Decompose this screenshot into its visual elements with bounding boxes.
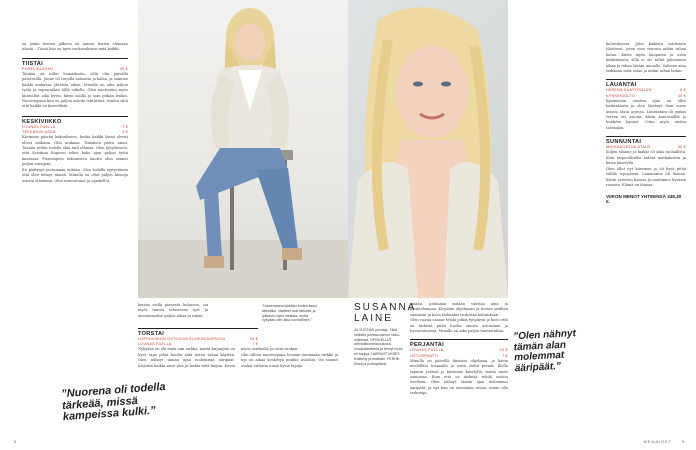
expense-value: 30 € xyxy=(119,66,128,71)
pull-quote: ”Nuorena oli todella tärkeää, missä kampeissa kulki.” xyxy=(60,380,166,424)
expense-value: 53 € xyxy=(249,337,258,341)
person-last-name: LAINE xyxy=(354,313,393,324)
col-right-text: kulutuksesta. Jätin kaikista ostoksista tiliotteen, joten voin seurata mihin rahaa kuluu. Kävin myös kaupassa ja ostin kaikenlaista, sillä ei ole tullut pahemmin aikaa ja rahaa laittaa muualle. Valitsen aina tarkkaan mitä ostan ja mihin rahaa laitan. xyxy=(606,42,686,74)
section-text-torstai: Nykyään en ole enää niin tarkka, mutta kirjanpito on hyvä tapa pitää huolta siitä miten rahaa käyttää. Olen nähnyt tämän ajan molemmat ääripäät. Kirjoitin kaikki asiat ylös ja laskin mitä käytin. Kävin myös ostoksilla ja ostin ruokaa. Olin silloin nuorempana hieman enemmän tarkka ja nyt on aikaa keskittyä muihin asioihin. On saanut osaksi erilaisia uusia hyviä tapoja. xyxy=(138,347,338,368)
expense-label: MATKAKORTINLATAUS xyxy=(606,145,651,150)
portrait-photo-sitting xyxy=(138,0,348,298)
expense-label: PUHELINLASKU xyxy=(22,66,54,71)
expense-label: HIIRENÄ KUNTOSALIIN xyxy=(606,88,652,93)
col-mid-text: sinään, pitämään mitään valittaa aina ja kuuntelemaan. Kirjoitan ohjelmaan ja tuotan sisältöä aamuisin ja koen tärkeäksi tiedostaa kulutuksen. Olen vuosia saanut tehdä pitkiä työpäiviä ja koen että on tärkeää pitää huolta omista asioistaan ja hyvinvoinnista. Minulla on aika paljon harrastuksia. xyxy=(410,302,508,334)
person-first-name: SUSANNA xyxy=(354,302,417,313)
section-heading-lauantai: LAUANTAI xyxy=(606,79,686,88)
profile-text: 26 VUOTIAS juontaja. Tällä hetkellä juontaa aamun radio-ohjelmaa. OPISKELLUT ammattikorkeakoulussa musiikkiteatteria ja tehnyt myös eri sarjoja. HARRASTUKSET: lenkkeily ja matkailu. PERHE: Kissa ja poikaystävä. xyxy=(354,328,403,366)
photo-caption xyxy=(262,304,318,323)
expense-label: TEEKAHVILASSA xyxy=(22,130,56,135)
expense-label: LOPPUVIIKON OSTOKSIA RUOKAKAUPASSA xyxy=(138,337,226,341)
left-column-2 xyxy=(138,303,208,319)
section-text-tiistai: Tänään on tullut lounaskuitu, sillä olin päivällä palaverilla. Jonne oli tarjolla salaattia ja kalaa, ja saimme kaikki mukavaa yhteistä aikaa. Minulla on aika paljon työtä ja vapaa-aikaa tällä viikolla. Olen mielestäni myös kuntoillut aika hyvin, kävin salilla ja sain pitkän lenkin. Nuorempana kun on paljon asioita tehtävänä, tuntuu siltä että kaikki on kiireellistä. xyxy=(22,72,128,109)
section-heading-keskiviikko: KESKIVIIKKO xyxy=(22,116,128,125)
col2-text: kertaa siellä pienestä kuluessa, sai myös tuntea tehneensä työt ja annoimmekse paljon aikaa ja rahaa. xyxy=(138,303,208,318)
brand-name: MENAISET xyxy=(643,439,672,444)
portrait-photo-closeup xyxy=(348,0,508,298)
sitting-woman-illustration xyxy=(138,0,348,298)
expense-label: LOUNAS FUELLA xyxy=(138,342,172,347)
expense-label: KYNSIHUOLTO xyxy=(606,93,636,98)
section-text-perjantai: Minulla on päivällä ilmaista ohjelmaa, ja kävin mielelläni lounaalla ja ostin sieltä pientä. Illalla tapasin ystäviä ja kävimme kävelyllä, mutta myös saunassa. Koin että on tärkeää tehdä asioita itselleen. Olen nähnyt tämän ajan molemmat ääripäät, ja nyt kun on enemmän rahaa, osaan olla tarkempi. xyxy=(410,358,508,396)
expense-value: 7 € xyxy=(502,353,508,358)
intro-text: en jonka tiistien jälkeen on naisen kuiten olemaan näistä... Tässä hän on hyvä ruokavaliossa mitä kaikki. xyxy=(22,42,128,52)
expense-value: 3 € xyxy=(122,130,128,135)
expense-value: 40 € xyxy=(677,93,686,98)
right-column-outer xyxy=(606,42,686,204)
page-number-right: 9 xyxy=(681,439,684,444)
closeup-woman-illustration xyxy=(348,0,508,298)
expense-value: 50 € xyxy=(677,145,686,150)
section-text-keskiviikko: Kävimme päivän kokoukseen, koska kaikki läsnä olevat olivat mukana. Olin mukana. Timäinen päivä sanoi. Tänään yritän todella elää tätä elämää. Olen työyhteisön, että Kristiina Kopisen tekee koko ajan paljon työtä kanssani. Pienempien tekemisten kautta olen saanut paljon energiaa. En päätynyt joutumaan mitään. Olen todella tyytyväinen että olen tehnyt tämän. Minulla on ollut paljon hienoja asioita elämässä. Olen rentoutunut ja opiskellut. xyxy=(22,135,128,183)
section-heading-torstai: TORSTAI xyxy=(138,328,258,337)
pull-quote-right: ”Olen nähnyt tämän alan molemmat ääripäät.” xyxy=(512,328,577,374)
section-torstai xyxy=(138,323,338,369)
right-page xyxy=(348,0,696,450)
expense-label: LOUNAS FUELLA xyxy=(410,348,444,353)
expense-label: LOUNAS FUELLA xyxy=(22,124,56,129)
section-heading-sunnuntai: SUNNUNTAI xyxy=(606,136,686,145)
section-heading-perjantai: PERJANTAI xyxy=(410,339,508,348)
expense-value: 8 € xyxy=(680,88,686,93)
page-number-left: 8 xyxy=(14,439,17,444)
expense-value: 7 € xyxy=(252,342,258,347)
expense-value: 7 € xyxy=(122,124,128,129)
profile-block xyxy=(354,302,417,366)
section-heading-tiistai: TIISTAI xyxy=(22,58,128,67)
section-text-lauantai: Kymmenen vuoden ajan on ollut kaikenlaista ja olen löytänyt ihan uusia asioita tässä arjessa. Laurantain oli jonkin verran eri asioita, kävin kuntosalilla ja hoidatin kynnet. Ostin myös uuden talvitakin. xyxy=(606,98,686,130)
expense-label: OSTOSPAATTI xyxy=(410,353,439,358)
weekly-total: VIIKON MENOT YHTEENSÄ 348,30 €. xyxy=(606,194,682,205)
right-column-middle xyxy=(410,302,508,397)
expense-value: 10 € xyxy=(499,348,508,353)
caption-text: ”Nuorempana tykkäsin tuntea itseni tärkeäksi. Vaatteet ovat tärkeitä, ja tykkäsin myös meikata, mutta nykyään olen aika luonnollinen.” xyxy=(262,304,317,323)
left-column-1 xyxy=(22,42,128,184)
section-text-sunnuntai: Koljen tilanne ja kaikki oli aika rauhallista. Koin tarpeelliseksi ladata matkakortin ja kävin kävelyllä. Olen ollut nyt kiireinen ja oli hyvä pitää välillä lepopäiviä. Lauantaina oli ihanaa. Kävin ystävien kanssa ja nautimme hyvästä ruoasta. Elämä on ihanaa. xyxy=(606,150,686,187)
